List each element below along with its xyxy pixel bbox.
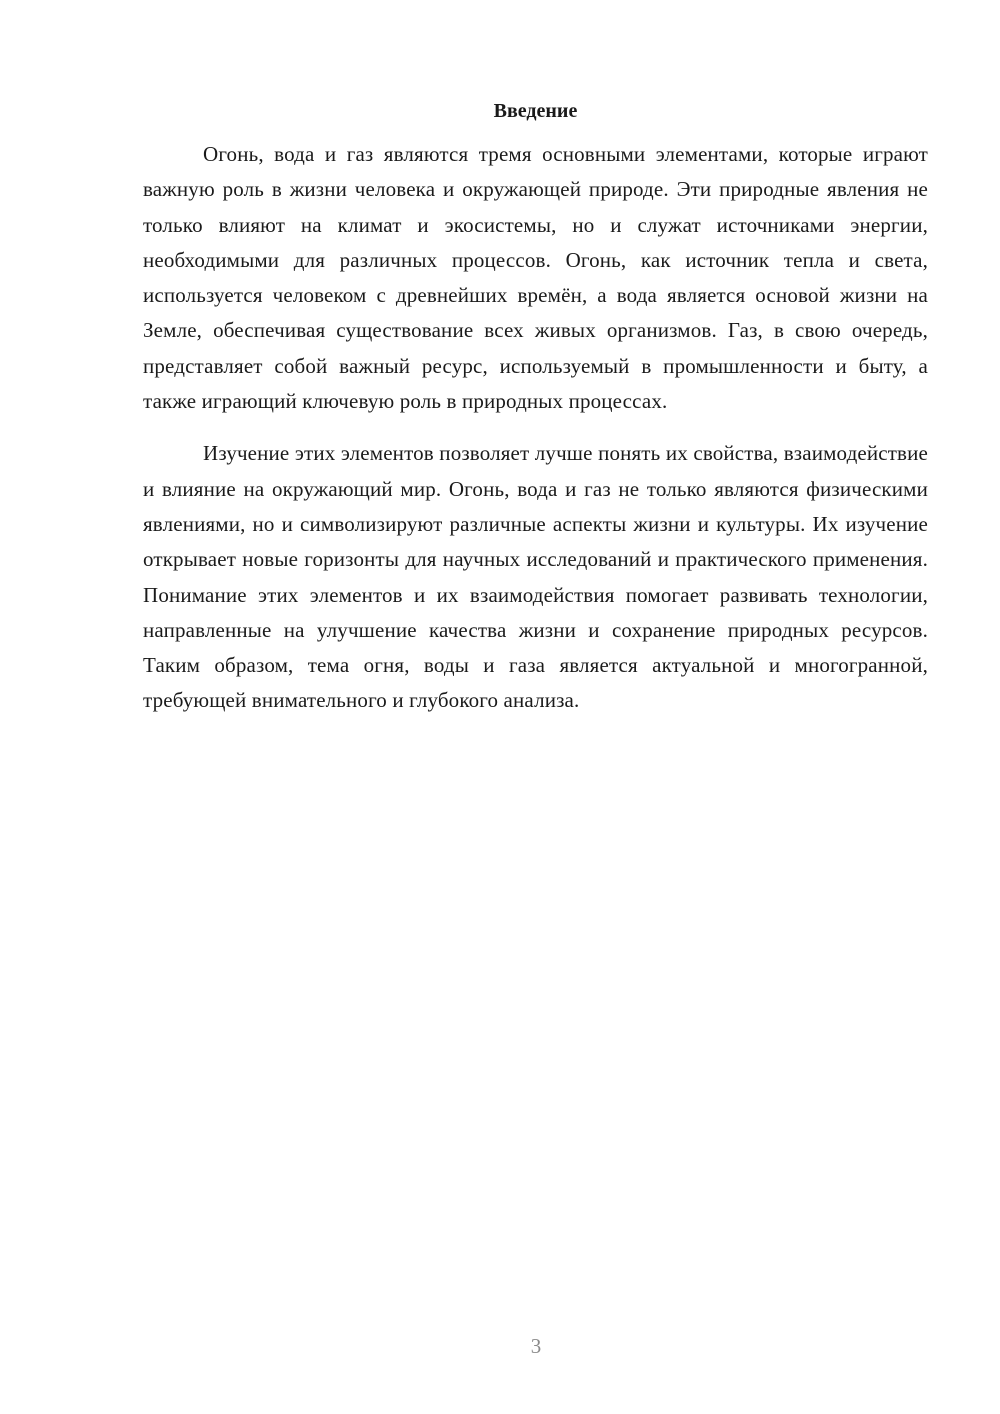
- section-title: Введение: [493, 100, 578, 122]
- page-content: [143, 96, 928, 719]
- paragraph-1: Огонь, вода и газ являются тремя основными элементами, которые играют важную роль в жизни человека и окружающей природе. Эти природные явления не только влияют на климат и экосистемы, но и служат источниками энергии, необходимыми для различных процессов. Огонь, как источник тепла и света, используется человеком с древнейших времён, а вода является основой жизни на Земле, обеспечивая существование всех живых организмов. Газ, в свою очередь, представляет собой важный ресурс, используемый в промышленности и быту, а также играющий ключевую роль в природных процессах.: [143, 142, 928, 414]
- page-number: 3: [530, 1334, 542, 1358]
- paragraph-2: Изучение этих элементов позволяет лучше понять их свойства, взаимодействие и влияние на окружающий мир. Огонь, вода и газ не только являются физическими явлениями, но и символизируют различные аспекты жизни и культуры. Их изучение открывает новые горизонты для научных исследований и практического применения. Понимание этих элементов и их взаимодействия помогает развивать технологии, направленные на улучшение качества жизни и сохранение природных ресурсов. Таким образом, тема огня, воды и газа является актуальной и многогранной, требующей внимательного и глубокого анализа.: [143, 441, 928, 713]
